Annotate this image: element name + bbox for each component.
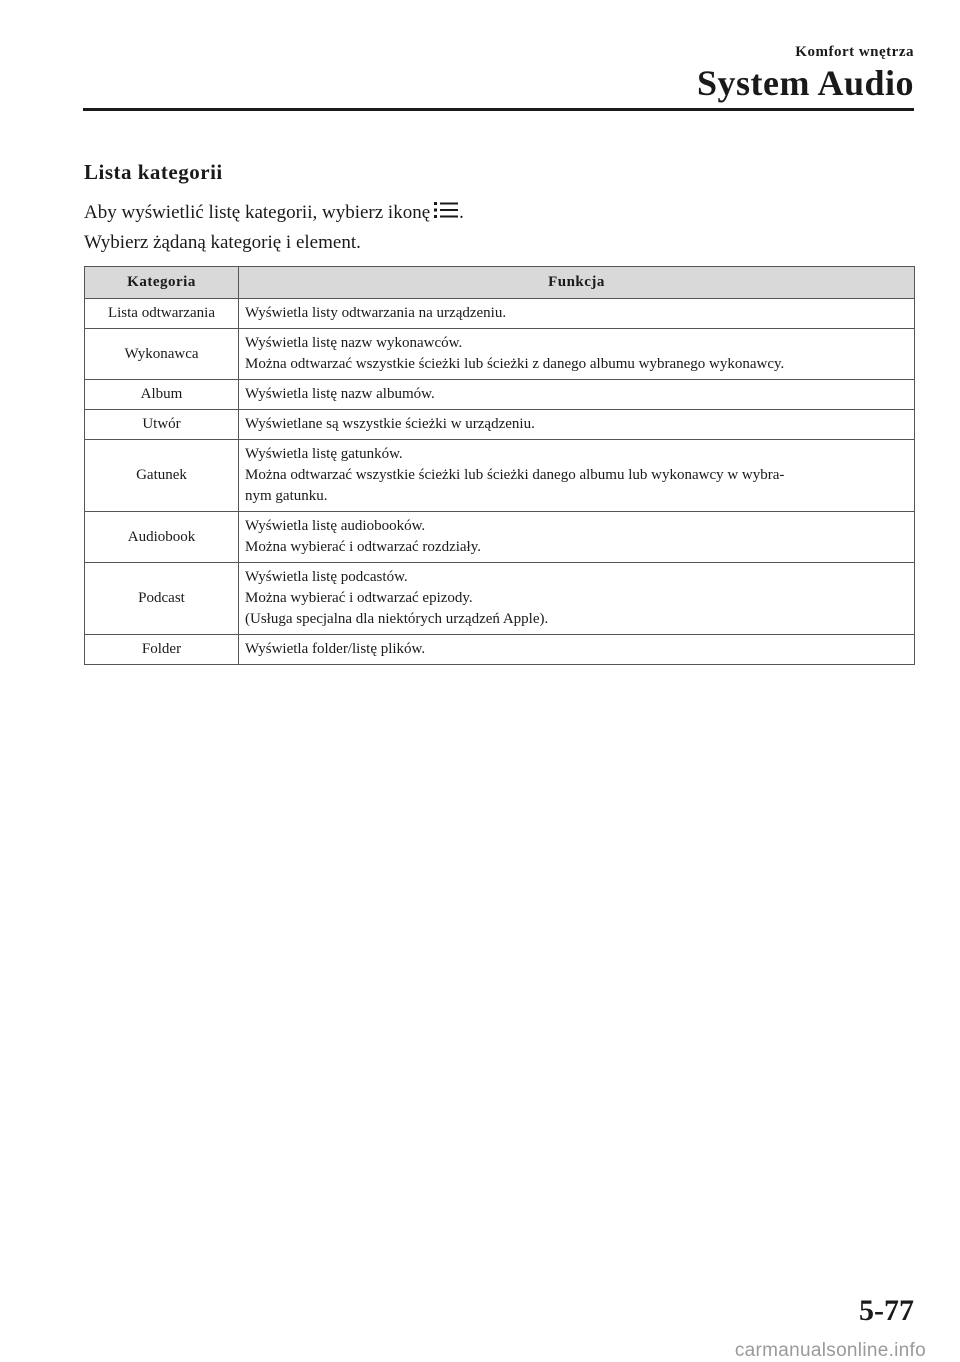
column-header-function: Funkcja xyxy=(239,267,915,299)
function-cell xyxy=(239,380,915,410)
intro-line-1-end: . xyxy=(459,202,464,223)
function-line: Można odtwarzać wszystkie ścieżki lub ścieżki z danego albumu wybranego wykonawcy. xyxy=(245,356,785,372)
table-header-row xyxy=(85,267,915,299)
header-subtitle: Komfort wnętrza xyxy=(795,44,914,60)
category-cell: Wykonawca xyxy=(85,329,239,380)
table-row xyxy=(85,329,915,380)
category-cell: Folder xyxy=(85,635,239,665)
table-row xyxy=(85,635,915,665)
intro-line-1 xyxy=(84,198,914,228)
page-title: System Audio xyxy=(696,63,914,103)
table-row xyxy=(85,440,915,512)
function-line: Wyświetla listę gatunków. xyxy=(245,446,403,462)
intro-line-2: Wybierz żądaną kategorię i element. xyxy=(84,232,361,253)
table-body xyxy=(85,299,915,665)
intro-line-1-text: Aby wyświetlić listę kategorii, wybierz ikonę xyxy=(84,202,431,223)
table-row xyxy=(85,410,915,440)
function-line: Wyświetla listę podcastów. xyxy=(245,569,408,585)
function-cell xyxy=(239,512,915,563)
function-cell xyxy=(239,635,915,665)
category-cell: Utwór xyxy=(85,410,239,440)
function-line: nym gatunku. xyxy=(245,488,328,504)
function-cell xyxy=(239,410,915,440)
function-line: Wyświetla listy odtwarzania na urządzeniu. xyxy=(245,305,507,321)
function-line: Wyświetla listę audiobooków. xyxy=(245,518,426,534)
category-cell: Gatunek xyxy=(85,440,239,512)
list-icon xyxy=(433,201,459,219)
function-cell xyxy=(239,299,915,329)
function-line: Wyświetla listę nazw albumów. xyxy=(245,386,435,402)
function-line: Można wybierać i odtwarzać epizody. xyxy=(245,590,473,606)
table-row xyxy=(85,299,915,329)
category-cell: Audiobook xyxy=(85,512,239,563)
page-number: 5-77 xyxy=(859,1294,914,1327)
watermark: carmanualsonline.info xyxy=(734,1340,926,1361)
category-cell: Lista odtwarzania xyxy=(85,299,239,329)
category-cell: Podcast xyxy=(85,563,239,635)
function-line: Można wybierać i odtwarzać rozdziały. xyxy=(245,539,481,555)
table-row xyxy=(85,512,915,563)
category-cell: Album xyxy=(85,380,239,410)
function-cell xyxy=(239,440,915,512)
function-line: Wyświetla folder/listę plików. xyxy=(245,641,426,657)
header-divider xyxy=(83,108,914,111)
function-line: Można odtwarzać wszystkie ścieżki lub ścieżki danego albumu lub wykonawcy w wybra- xyxy=(245,467,785,483)
table-row xyxy=(85,563,915,635)
function-line: (Usługa specjalna dla niektórych urządzeń Apple). xyxy=(245,611,549,627)
category-table xyxy=(84,266,915,665)
function-cell xyxy=(239,563,915,635)
function-line: Wyświetlane są wszystkie ścieżki w urządzeniu. xyxy=(245,416,535,432)
function-line: Wyświetla listę nazw wykonawców. xyxy=(245,335,463,351)
column-header-category: Kategoria xyxy=(85,267,239,299)
section-title: Lista kategorii xyxy=(84,160,223,184)
function-cell xyxy=(239,329,915,380)
table-row xyxy=(85,380,915,410)
intro-text xyxy=(84,198,914,258)
